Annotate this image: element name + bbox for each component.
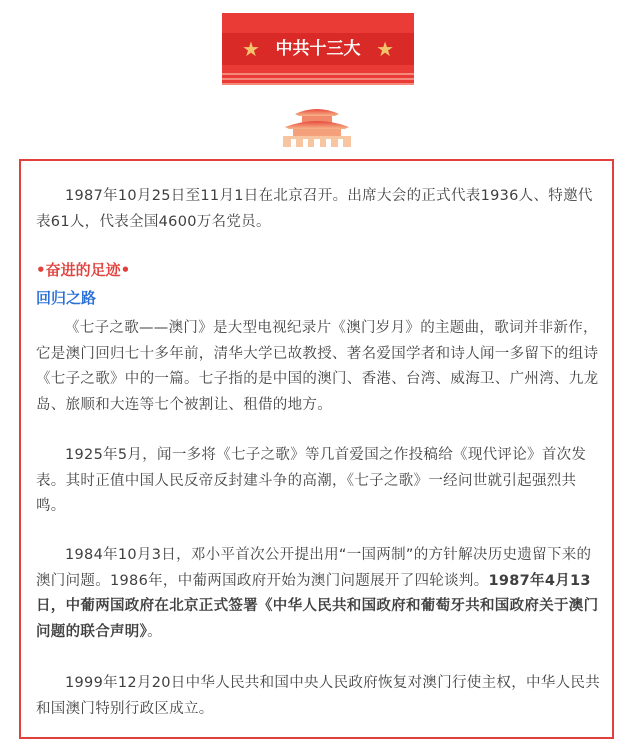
joint-declaration-text: 1987年4月13日，中葡两国政府在北京正式签署《中华人民共和国政府和葡萄牙共和国政府关于澳门问题的联合声明》 xyxy=(36,572,599,640)
paragraph-wen-yiduo: 1925年5月，闻一多将《七子之歌》等几首爱国之作投稿给《现代评论》首次发表。其时正值中国人民反帝反封建斗争的高潮，《七子之歌》一经问世就引起强烈共鸣。 xyxy=(36,447,587,514)
negotiations-end: 。 xyxy=(147,623,162,640)
star-icon: ★ xyxy=(242,37,260,61)
section-heading: •奋进的足迹• xyxy=(36,261,131,279)
banner-stripe xyxy=(222,83,414,85)
banner-stripe xyxy=(222,73,414,75)
star-icon: ★ xyxy=(376,37,394,61)
banner-title-text: 中共十三大 xyxy=(275,39,361,59)
intro-paragraph: 1987年10月25日至11月1日在北京召开。出席大会的正式代表1936人、特邀代表61人，代表全国4600万名党员。 xyxy=(36,188,593,230)
banner-stripe xyxy=(222,78,414,80)
paragraph-qizi-song: 《七子之歌——澳门》是大型电视纪录片《澳门岁月》的主题曲，歌词并非新作，它是澳门回归七十多年前，清华大学已故教授、著名爱国学者和诗人闻一多留下的组诗《七子之歌》中的一篇。七子指的是中国的澳门、香港、台湾、威海卫、广州湾、九龙岛、旅顺和大连等七个被割让、租借的地方。 xyxy=(36,320,599,413)
tiananmen-icon xyxy=(281,105,353,147)
paragraph-handover: 1999年12月20日中华人民共和国中央人民政府恢复对澳门行使主权，中华人民共和国澳门特别行政区成立。 xyxy=(36,675,600,717)
title-banner xyxy=(222,13,414,85)
paragraph-negotiations xyxy=(36,543,602,645)
negotiations-text: 1984年10月3日，邓小平首次公开提出用“一国两制”的方针解决历史遗留下来的澳门问题。1986年，中葡两国政府开始为澳门问题展开了四轮谈判。 xyxy=(36,547,592,589)
banner-title-bar xyxy=(222,33,414,65)
section-subheading: 回归之路 xyxy=(36,289,97,307)
